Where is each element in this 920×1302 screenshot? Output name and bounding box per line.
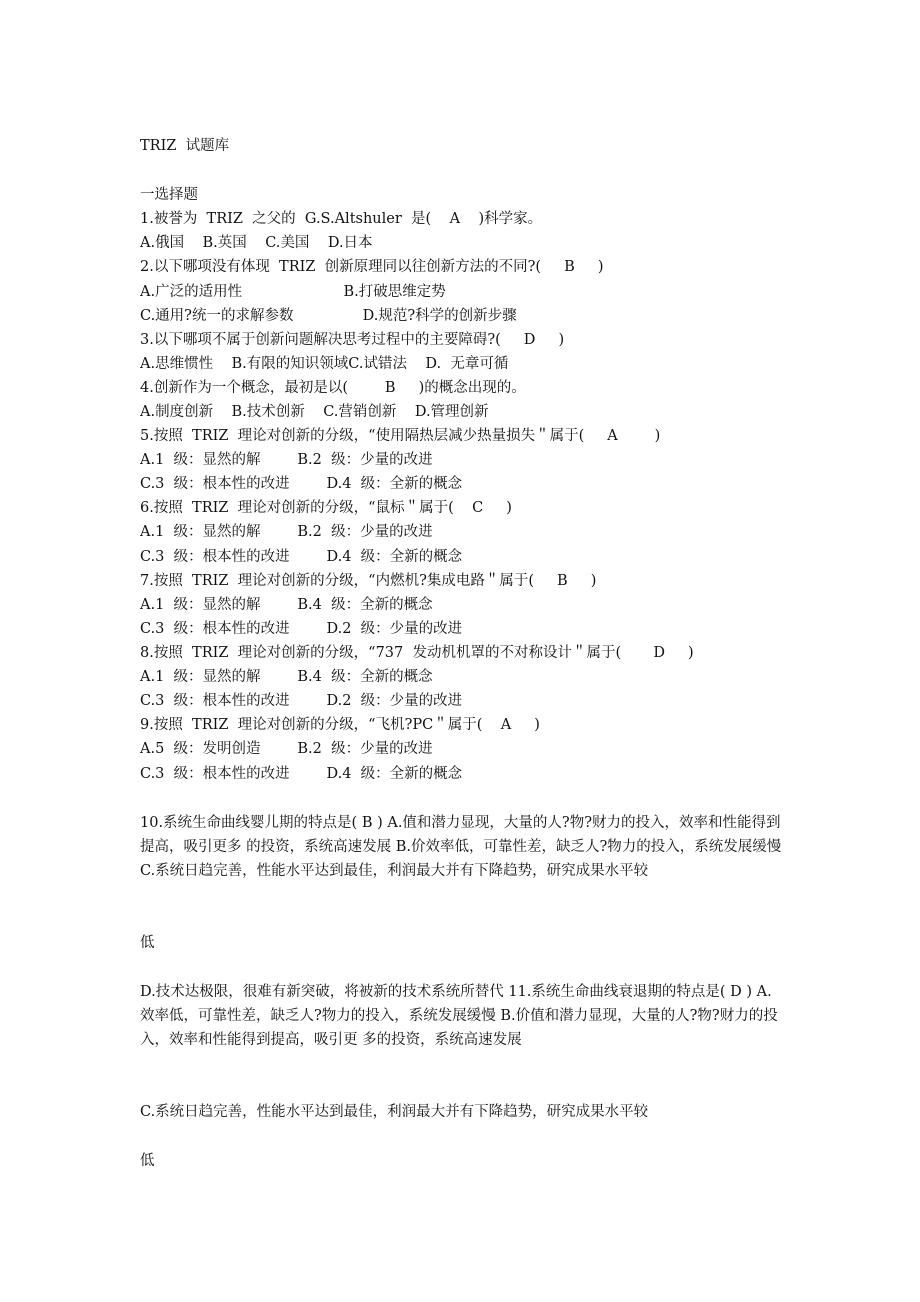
question-2-options-cd: C.通用?统一的求解参数 D.规范?科学的创新步骤 [140, 308, 517, 324]
question-7-options-ab: A.1 级：显然的解 B.4 级：全新的概念 [140, 597, 433, 613]
question-8: 8.按照 TRIZ 理论对创新的分级，“737 发动机机罩的不对称设计＂属于( D ) [140, 645, 694, 661]
question-6-options-ab: A.1 级：显然的解 B.2 级：少量的改进 [140, 524, 433, 540]
question-1-options: A.俄国 B.英国 C.美国 D.日本 [140, 235, 373, 251]
question-2-options-ab: A.广泛的适用性 B.打破思维定势 [140, 284, 446, 300]
question-7: 7.按照 TRIZ 理论对创新的分级，“内燃机?集成电路＂属于( B ) [140, 573, 597, 589]
question-4: 4.创新作为一个概念，最初是以( B )的概念出现的。 [140, 380, 526, 396]
question-11-tail: 低 [140, 1153, 155, 1169]
question-10-paragraph: 10.系统生命曲线婴儿期的特点是( B ) A.值和潜力显现，大量的人?物?财力的投入，效率和性能得到提高，吸引更多 的投资，系统高速发展 B.价效率低，可靠性差，缺乏人?物力的投入，系统发展缓慢 C.系统日趋完善，性能水平达到最佳，利润最大并有下降趋势，研究成果水平较 [140, 815, 782, 879]
question-8-options-cd: C.3 级：根本性的改进 D.2 级：少量的改进 [140, 693, 463, 709]
question-1: 1.被誉为 TRIZ 之父的 G.S.Altshuler 是( A )科学家。 [140, 211, 543, 227]
question-3-options: A.思维惯性 B.有限的知识领域C.试错法 D. 无章可循 [140, 356, 509, 372]
question-6-options-cd: C.3 级：根本性的改进 D.4 级：全新的概念 [140, 549, 463, 565]
question-11-option-c: C.系统日趋完善，性能水平达到最佳，利润最大并有下降趋势，研究成果水平较 [140, 1104, 649, 1120]
document-title: TRIZ 试题库 [140, 138, 230, 154]
question-5: 5.按照 TRIZ 理论对创新的分级，“使用隔热层减少热量损失＂属于( A ) [140, 428, 661, 444]
question-7-options-cd: C.3 级：根本性的改进 D.2 级：少量的改进 [140, 621, 463, 637]
question-2: 2.以下哪项没有体现 TRIZ 创新原理同以往创新方法的不同?( B ) [140, 259, 604, 275]
section-heading: 一选择题 [140, 187, 198, 203]
question-9: 9.按照 TRIZ 理论对创新的分级，“飞机?PC＂属于( A ) [140, 717, 540, 733]
question-3: 3.以下哪项不属于创新问题解决思考过程中的主要障碍?( D ) [140, 332, 565, 348]
question-9-options-cd: C.3 级：根本性的改进 D.4 级：全新的概念 [140, 766, 463, 782]
question-9-options-ab: A.5 级：发明创造 B.2 级：少量的改进 [140, 741, 433, 757]
question-10-tail: 低 [140, 935, 155, 951]
question-5-options-cd: C.3 级：根本性的改进 D.4 级：全新的概念 [140, 476, 463, 492]
question-8-options-ab: A.1 级：显然的解 B.4 级：全新的概念 [140, 669, 433, 685]
question-5-options-ab: A.1 级：显然的解 B.2 级：少量的改进 [140, 452, 433, 468]
question-4-options: A.制度创新 B.技术创新 C.营销创新 D.管理创新 [140, 404, 489, 420]
question-11-paragraph: D.技术达极限，很难有新突破，将被新的技术系统所替代 11.系统生命曲线衰退期的特点是( D ) A.效率低，可靠性差，缺乏人?物力的投入，系统发展缓慢 B.价值和潜力显现，大量的人?物?财力的投入，效率和性能得到提高，吸引更 多的投资，系统高速发展 [140, 984, 778, 1048]
question-6: 6.按照 TRIZ 理论对创新的分级，“鼠标＂属于( C ) [140, 500, 512, 516]
